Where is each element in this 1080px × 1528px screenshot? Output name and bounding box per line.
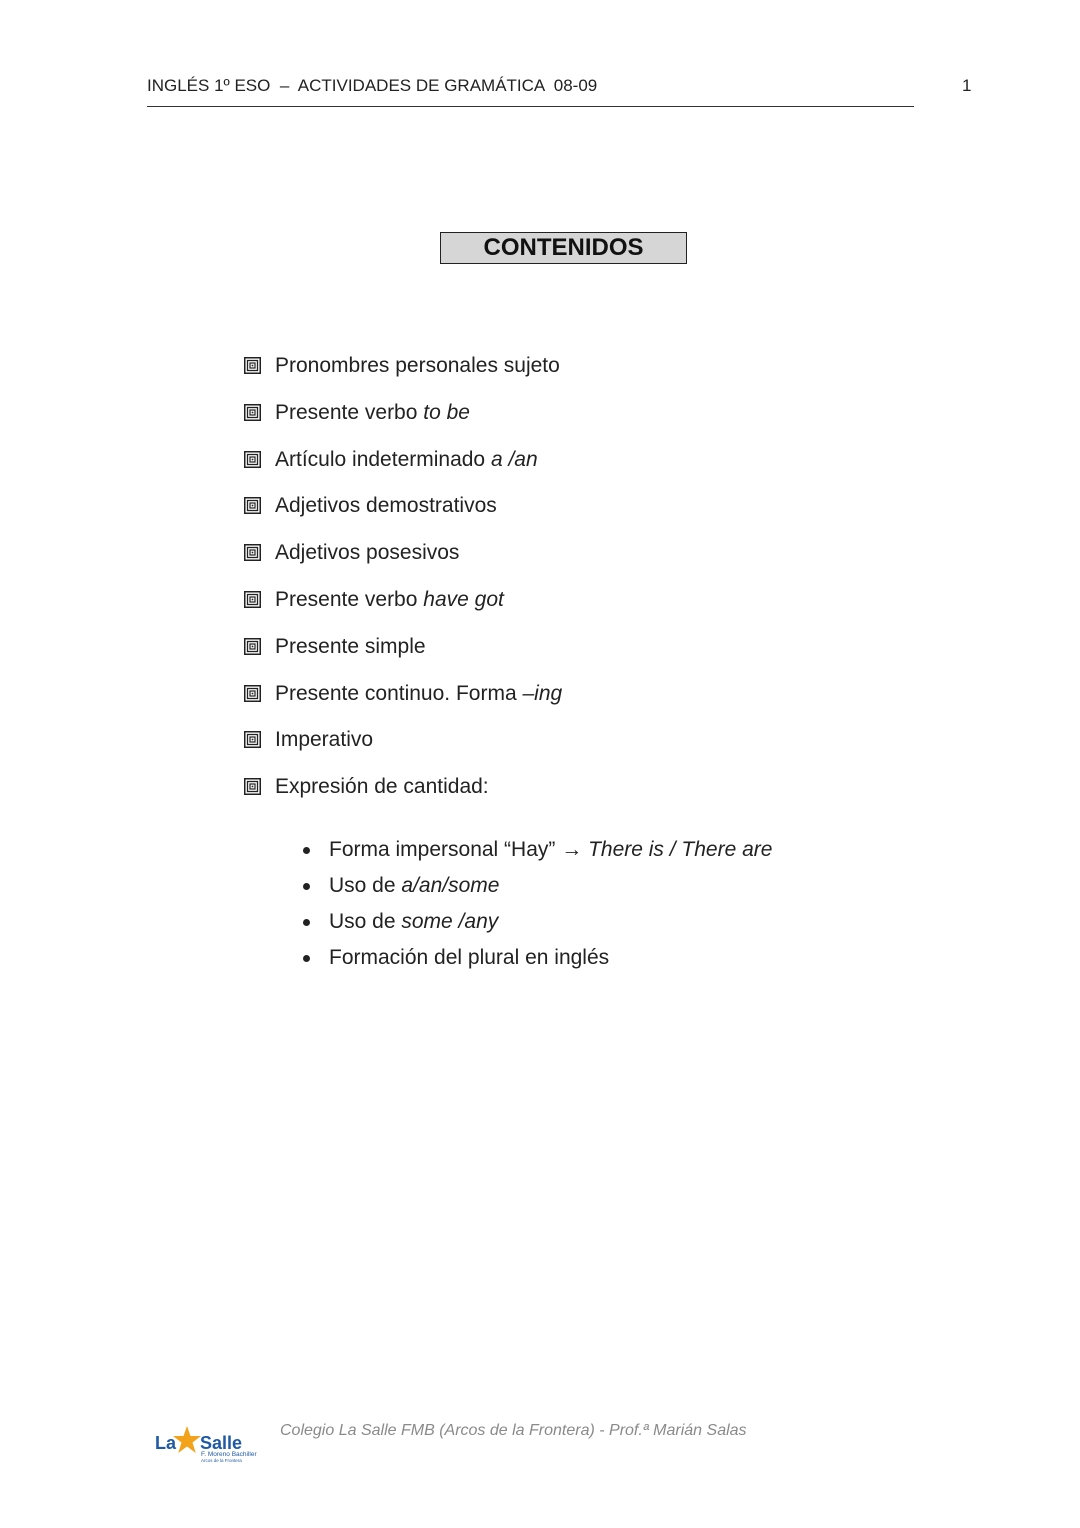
list-item bbox=[244, 490, 562, 537]
logo-location: Arcos de la Frontera bbox=[201, 1458, 242, 1463]
header-title: INGLÉS 1º ESO – ACTIVIDADES DE GRAMÁTICA 08-09 bbox=[147, 76, 598, 95]
topic-text: Artículo indeterminado a /an bbox=[275, 447, 538, 471]
square-spiral-bullet-icon bbox=[244, 544, 261, 561]
topic-text: Presente verbo to be bbox=[275, 400, 470, 424]
square-spiral-bullet-icon bbox=[244, 497, 261, 514]
list-item bbox=[244, 631, 562, 678]
bullet-dot-icon bbox=[303, 919, 310, 926]
topic-text: Expresión de cantidad: bbox=[275, 775, 489, 799]
list-item bbox=[244, 444, 562, 491]
square-spiral-bullet-icon bbox=[244, 685, 261, 702]
logo-la-text: La bbox=[155, 1433, 177, 1453]
topic-text: Presente continuo. Forma –ing bbox=[275, 681, 563, 705]
footer-text: Colegio La Salle FMB (Arcos de la Frontera) - Prof.ª Marián Salas bbox=[280, 1422, 747, 1439]
square-spiral-bullet-icon bbox=[244, 731, 261, 748]
topic-text: Presente verbo have got bbox=[275, 587, 504, 611]
logo-subtitle: F. Moreno Bachiller bbox=[201, 1451, 257, 1458]
bullet-dot-icon bbox=[303, 883, 310, 890]
list-item bbox=[244, 678, 562, 725]
logo-salle-text: Salle bbox=[200, 1433, 243, 1453]
square-spiral-bullet-icon bbox=[244, 638, 261, 655]
topic-text: Imperativo bbox=[275, 728, 374, 752]
square-spiral-bullet-icon bbox=[244, 357, 261, 374]
subtopic-text: Uso de a/an/some bbox=[329, 874, 500, 897]
list-item bbox=[300, 940, 772, 976]
list-item bbox=[244, 537, 562, 584]
topic-text: Adjetivos posesivos bbox=[275, 541, 460, 565]
bullet-dot-icon bbox=[303, 847, 310, 854]
list-item bbox=[244, 771, 562, 818]
topics-list bbox=[244, 350, 562, 818]
section-title: CONTENIDOS bbox=[483, 234, 644, 261]
topic-text: Pronombres personales sujeto bbox=[275, 354, 560, 377]
subtopics-list bbox=[300, 832, 772, 976]
square-spiral-bullet-icon bbox=[244, 451, 261, 468]
topic-text: Adjetivos demostrativos bbox=[275, 494, 497, 518]
la-salle-logo bbox=[153, 1420, 273, 1464]
section-title-box bbox=[440, 232, 687, 264]
list-item bbox=[300, 868, 772, 904]
subtopic-text: Uso de some /any bbox=[329, 910, 499, 933]
list-item bbox=[244, 724, 562, 771]
page-number: 1 bbox=[962, 76, 972, 95]
list-item bbox=[300, 904, 772, 940]
square-spiral-bullet-icon bbox=[244, 778, 261, 795]
square-spiral-bullet-icon bbox=[244, 404, 261, 421]
subtopic-text: Forma impersonal “Hay” → There is / There are bbox=[329, 838, 773, 861]
list-item bbox=[244, 350, 562, 397]
page-header bbox=[147, 76, 914, 107]
logo-star-icon bbox=[173, 1426, 201, 1453]
list-item bbox=[244, 584, 562, 631]
square-spiral-bullet-icon bbox=[244, 591, 261, 608]
list-item bbox=[300, 832, 772, 868]
topic-text: Presente simple bbox=[275, 634, 426, 658]
subtopic-text: Formación del plural en inglés bbox=[329, 946, 610, 969]
list-item bbox=[244, 397, 562, 444]
bullet-dot-icon bbox=[303, 955, 310, 962]
